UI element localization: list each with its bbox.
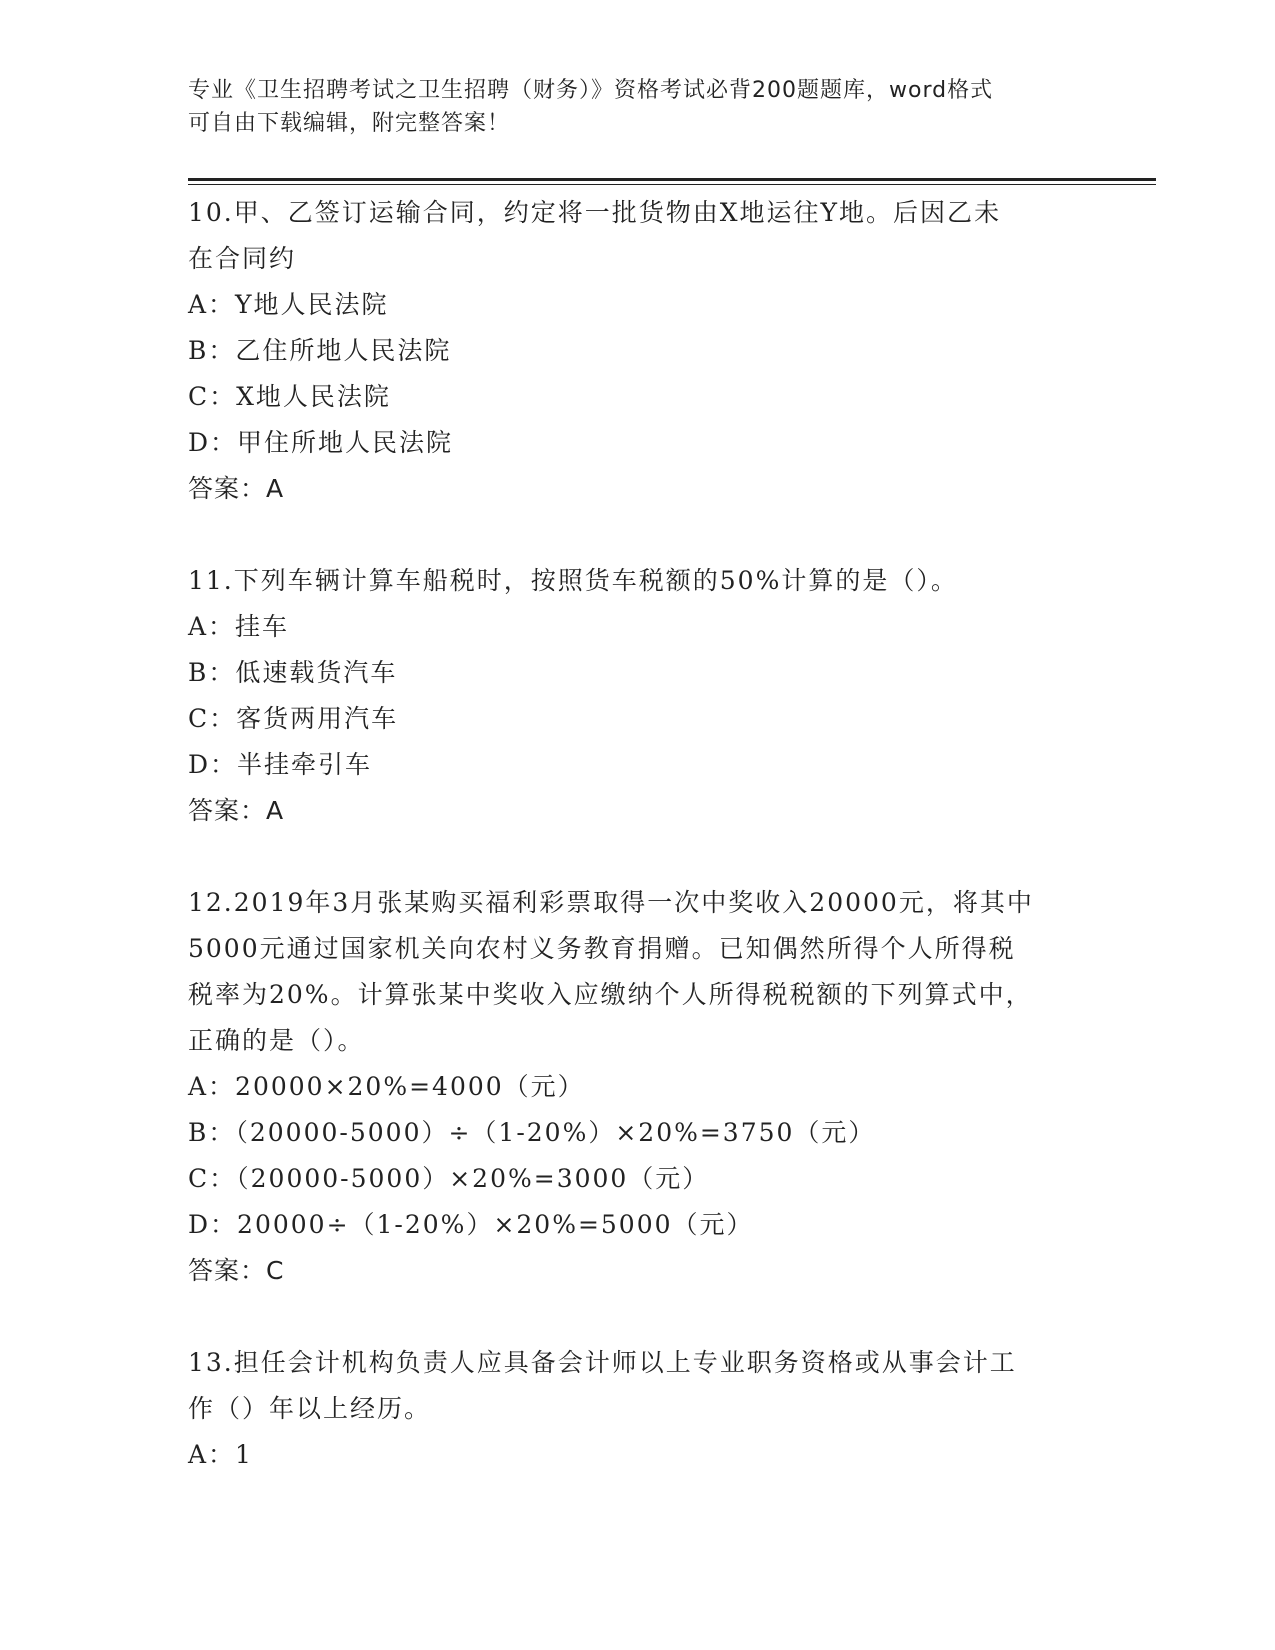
question-text: 5000元通过国家机关向农村义务教育捐赠。已知偶然所得个人所得税 [188,934,1016,963]
answer-label: 答案：C [188,1256,285,1285]
option-b: B：低速载货汽车 [188,658,398,687]
answer-label: 答案：A [188,474,285,503]
answer-label: 答案：A [188,796,285,825]
spacer [188,1294,1088,1340]
question-text: 12.2019年3月张某购买福利彩票取得一次中奖收入20000元，将其中 [188,888,1034,917]
option-a: A：20000×20%=4000（元） [188,1072,585,1101]
option-a: A：Y地人民法院 [188,290,389,319]
header-divider-thin [188,184,1156,185]
question-text: 作（）年以上经历。 [188,1394,432,1423]
question-13 [188,1340,1088,1478]
question-text: 在合同约 [188,244,297,273]
document-header [188,74,1088,140]
option-d: D：20000÷（1-20%）×20%=5000（元） [188,1210,754,1239]
question-text: 13.担任会计机构负责人应具备会计师以上专业职务资格或从事会计工 [188,1348,1017,1377]
question-12 [188,880,1088,1294]
option-c: C：（20000-5000）×20%=3000（元） [188,1164,710,1193]
question-text: 10.甲、乙签订运输合同，约定将一批货物由X地运往Y地。后因乙未 [188,198,1002,227]
option-d: D：甲住所地人民法院 [188,428,454,457]
spacer [188,834,1088,880]
question-text: 11.下列车辆计算车船税时，按照货车税额的50%计算的是（）。 [188,566,958,595]
header-divider-thick [188,178,1156,181]
spacer [188,512,1088,558]
header-line-2: 可自由下载编辑，附完整答案！ [188,111,511,136]
question-list [188,190,1088,1478]
question-10 [188,190,1088,512]
question-text: 税率为20%。计算张某中奖收入应缴纳个人所得税税额的下列算式中， [188,980,1033,1009]
option-c: C：客货两用汽车 [188,704,399,733]
question-text: 正确的是（）。 [188,1026,365,1055]
option-b: B：（20000-5000）÷（1-20%）×20%=3750（元） [188,1118,876,1147]
header-line-1: 专业《卫生招聘考试之卫生招聘（财务）》资格考试必背200题题库，word格式 [188,78,994,103]
option-b: B：乙住所地人民法院 [188,336,452,365]
option-d: D：半挂牵引车 [188,750,373,779]
option-a: A：挂车 [188,612,290,641]
option-a: A：1 [188,1440,253,1469]
option-c: C：X地人民法院 [188,382,391,411]
question-11 [188,558,1088,834]
